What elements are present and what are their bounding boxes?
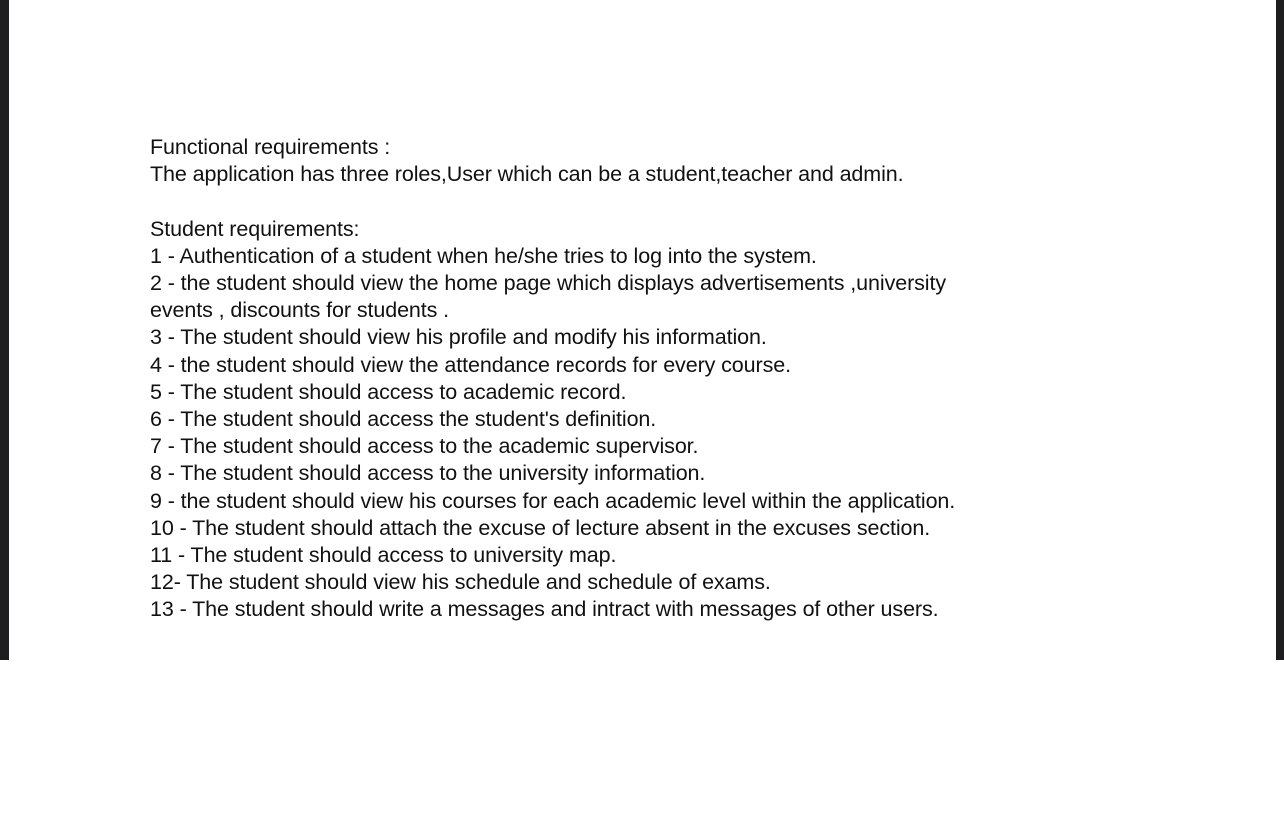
requirement-line: 13 - The student should write a messages and intract with messages of other users. [150, 597, 939, 622]
document-page [9, 0, 1276, 660]
document-content [150, 134, 1050, 624]
requirement-line: 3 - The student should view his profile and modify his information. [150, 325, 767, 350]
document-heading: Functional requirements : [150, 135, 391, 159]
paragraph-gap [150, 188, 1050, 215]
requirement-line: 8 - The student should access to the university information. [150, 461, 706, 486]
requirement-line: 7 - The student should access to the academic supervisor. [150, 434, 699, 459]
requirement-line: 5 - The student should access to academic record. [150, 379, 627, 404]
section-title: Student requirements: [150, 216, 360, 241]
requirement-line: 9 - the student should view his courses for each academic level within the application. [150, 488, 956, 513]
blank-area-below-page [0, 660, 1284, 818]
requirement-line: 12- The student should view his schedule and schedule of exams. [150, 570, 771, 595]
requirement-line: 2 - the student should view the home page which displays advertisements ,university [150, 271, 946, 295]
left-frame-border [0, 0, 9, 660]
requirement-line: 11 - The student should access to university map. [150, 543, 617, 568]
requirement-line: 10 - The student should attach the excuse of lecture absent in the excuses section. [150, 515, 931, 540]
requirement-line: 4 - the student should view the attendance records for every course. [150, 352, 791, 377]
requirement-line: events , discounts for students . [150, 298, 450, 323]
requirement-line: 6 - The student should access the student's definition. [150, 407, 657, 432]
document-intro: The application has three roles,User which can be a student,teacher and admin. [150, 162, 904, 187]
requirement-line: 1 - Authentication of a student when he/she tries to log into the system. [150, 243, 817, 268]
right-frame-border [1276, 0, 1284, 660]
